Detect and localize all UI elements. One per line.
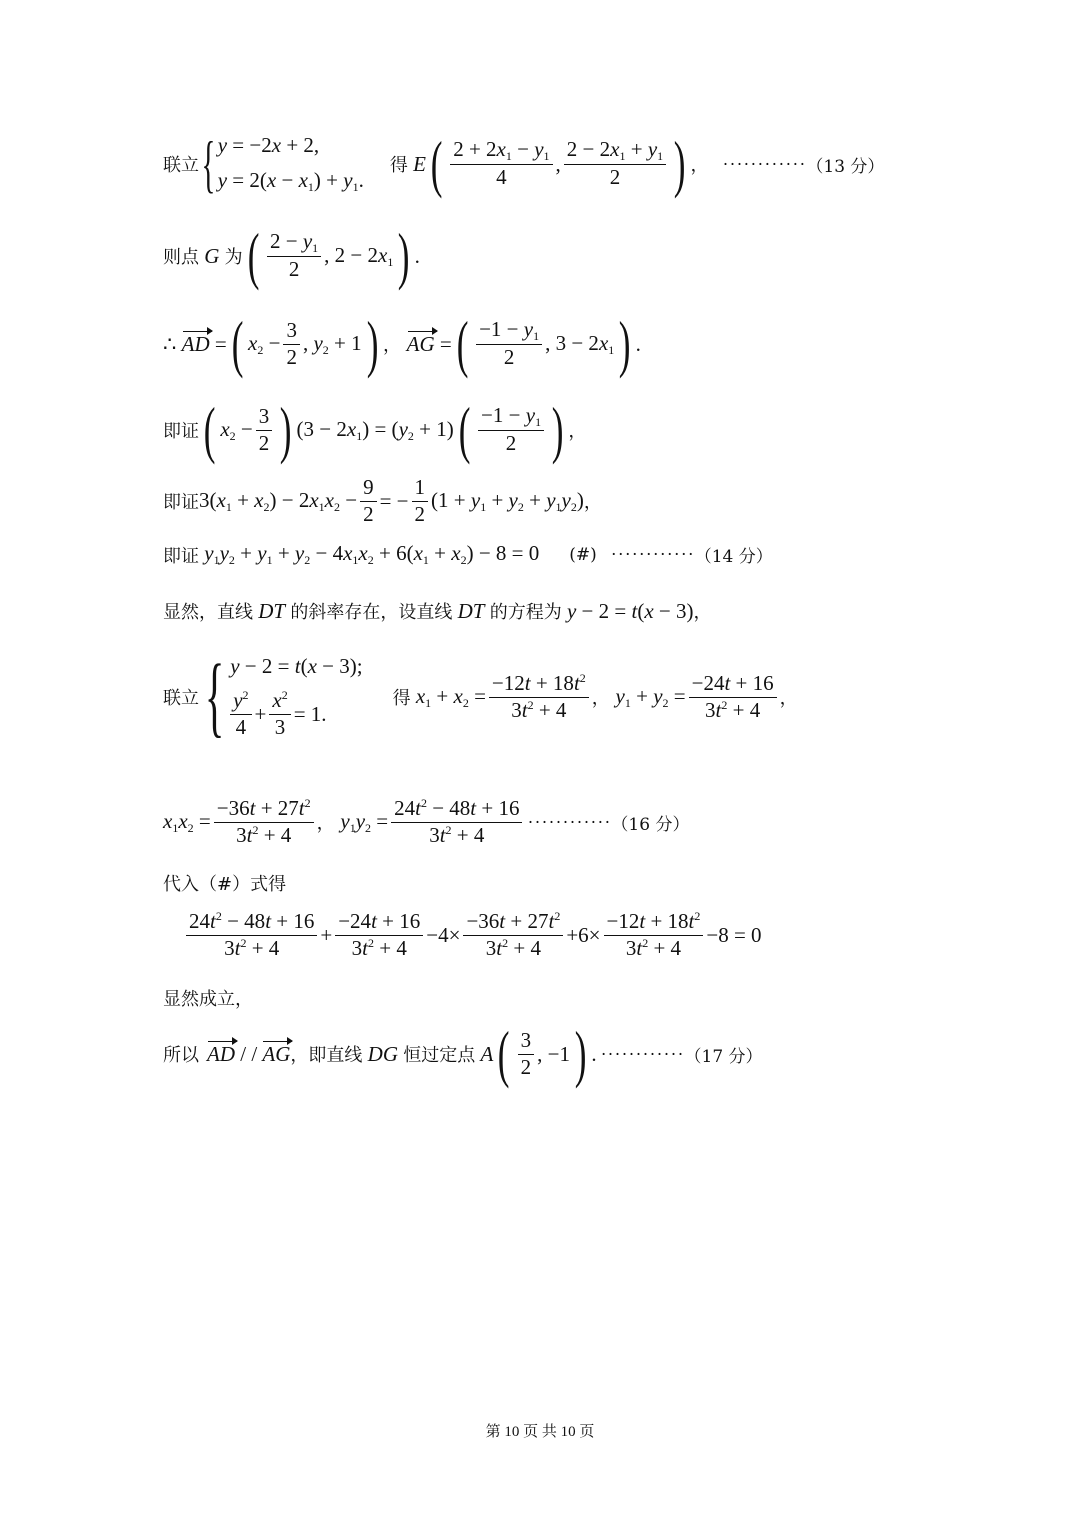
line-prove-1: 即证 ( $x_2$ − $\frac{3}{2}$ ) $(3 - 2x_1) = (y_2 + 1)$ ( $\frac{-1 - y_1}{2}$ ) ， bbox=[163, 394, 587, 465]
line-system-E: 联立 { y = −2x + 2, $y = 2(x - x_1) + y_1$. 得 E ( $\frac{2 + 2x_1 - y_1}{4}$ , $\frac{2 - 2x_1 + y_1}{2}$ ) ， ············ （13 分） bbox=[163, 128, 885, 199]
line-prove-3: 即证 $y_1y_2 + y_1 + y_2 - 4x_1x_2 + 6(x_1 + x_2) - 8 = 0$ (#) ············ （14 分） bbox=[163, 541, 773, 567]
line-vectors: ∴ AD = ( $x_2$ − $\frac{3}{2}$ , $y_2 + 1$ ) ， AG = ( $\frac{-1 - y_1}{2}$ , $3 - 2x_1$ ) . bbox=[163, 308, 641, 379]
leader-dots: ············ bbox=[722, 153, 807, 174]
label-de: 得 bbox=[389, 155, 408, 176]
therefore-symbol: ∴ bbox=[163, 331, 182, 356]
label-jizheng-3: 即证 bbox=[163, 545, 199, 567]
E-x-fraction: $\frac{2 + 2x_1 - y_1}{4}$ bbox=[450, 138, 552, 190]
left-brace: { bbox=[201, 128, 216, 199]
line-conclusion: 所以 AD / / AG ，即直线 DG 恒过定点 A ( $\frac{3}{2}$ , −1 ) . ············ （17 分） bbox=[163, 1018, 763, 1089]
equation-system-1: y = −2x + 2, $y = 2(x - x_1) + y_1$. bbox=[217, 133, 364, 194]
line-system-2: 联立 { y − 2 = t(x − 3); $\frac{y^2}{4}$ + $\frac{x^2}{3}$ = 1. 得 $x_1 + x_2$ = $\frac{-12t + 18t^2}{3t^2 + 4}$ ， $y_1 + y_2$ = $\frac{-24t + 16}{3t^2 + 4}$ ， bbox=[163, 647, 798, 746]
label-wei: 为 bbox=[224, 247, 243, 268]
score-14: （14 分） bbox=[694, 547, 773, 567]
label-jizheng-1: 即证 bbox=[163, 421, 199, 442]
label-ze-dian: 则点 bbox=[163, 247, 199, 268]
vector-AD: AD bbox=[181, 331, 210, 356]
vector-AD-2: AD bbox=[207, 1041, 235, 1066]
label-lianli: 联立 bbox=[163, 155, 199, 176]
point-G: G bbox=[199, 243, 225, 268]
G-x-fraction: $\frac{2 - y_1}{2}$ bbox=[267, 230, 321, 282]
equation-system-2: y − 2 = t(x − 3); $\frac{y^2}{4}$ + $\frac{x^2}{3}$ = 1. bbox=[230, 654, 363, 739]
page-footer: 第 10 页 共 10 页 bbox=[485, 1424, 595, 1440]
line-point-G: 则点 G 为 ( $\frac{2 - y_1}{2}$ , $2 - 2x_1$ ) . bbox=[163, 220, 420, 291]
line-prove-2: 即证 $3(x_1 + x_2) - 2x_1x_2$ − $\frac{9}{2}$ = − $\frac{1}{2}$ $(1 + y_1 + y_2 + y_1y_2)$ ， bbox=[163, 475, 602, 526]
point-E: E bbox=[407, 151, 426, 176]
vector-AG-2: AG bbox=[262, 1041, 291, 1066]
line-line-DT: 显然，直线 DT 的斜率存在，设直线 DT 的方程为 y − 2 = t(x − 3) ， bbox=[163, 598, 712, 623]
score-16: （16 分） bbox=[611, 814, 690, 835]
hash-mark: (#) bbox=[569, 544, 597, 565]
score-13: （13 分） bbox=[806, 156, 885, 177]
score-17: （17 分） bbox=[684, 1046, 763, 1067]
line-substituted-equation: $\frac{24t^2 - 48t + 16}{3t^2 + 4}$ + $\frac{-24t + 16}{3t^2 + 4}$ −4× $\frac{-36t + 27t^2}{3t^2 + 4}$ +6× $\frac{-12t + 18t^2}{3t^2 + 4}$ −8 = 0 bbox=[183, 910, 762, 960]
line-products: $x_1x_2$ = $\frac{-36t + 27t^2}{3t^2 + 4}$ ， $y_1y_2$ = $\frac{24t^2 - 48t + 16}{3t^2 + 4}$ ············ （16 分） bbox=[163, 796, 690, 847]
label-lianli-2: 联立 bbox=[163, 688, 199, 709]
line-obviously-holds: 显然成立， bbox=[163, 989, 253, 1010]
line-substitute-label: 代入（#）式得 bbox=[163, 874, 287, 895]
vector-AG: AG bbox=[406, 331, 435, 356]
E-y-fraction: $\frac{2 - 2x_1 + y_1}{2}$ bbox=[564, 138, 666, 190]
label-jizheng-2: 即证 bbox=[163, 492, 199, 514]
